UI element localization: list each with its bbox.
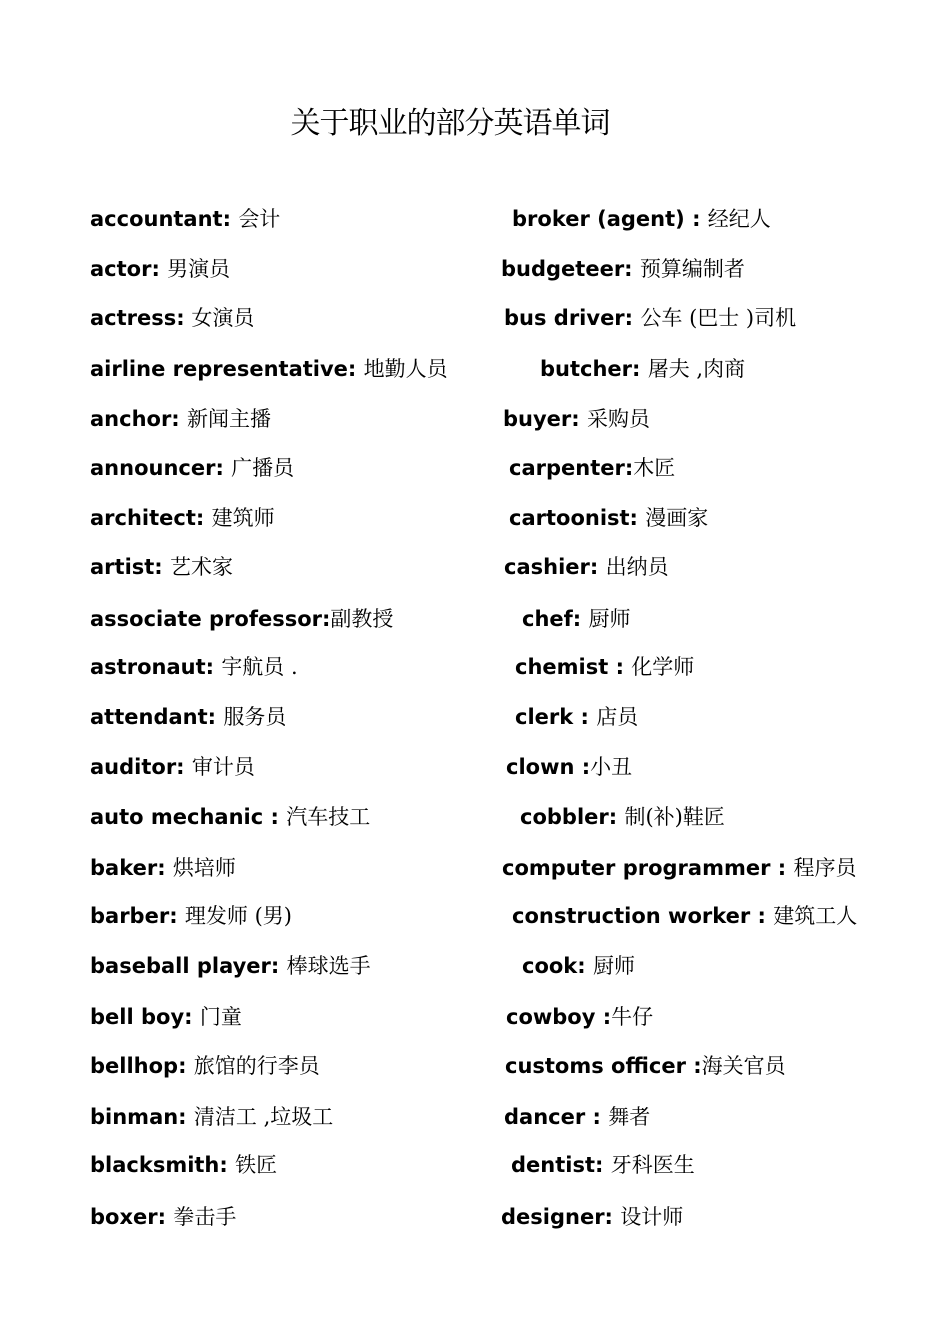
vocab-meaning: 厨师	[592, 954, 635, 978]
vocab-entry-right	[511, 1151, 695, 1179]
vocab-meaning: 副教授	[330, 607, 394, 631]
vocab-entry-right	[502, 854, 856, 882]
vocab-term: astronaut:	[90, 655, 222, 679]
vocab-term: attendant:	[90, 705, 224, 729]
vocab-meaning: 经纪人	[707, 207, 771, 231]
vocab-entry-right	[506, 753, 632, 781]
vocab-meaning: 艺术家	[170, 555, 234, 579]
vocab-meaning: 出纳员	[605, 555, 669, 579]
vocab-meaning: 审计员	[191, 755, 255, 779]
vocab-term: customs officer :	[505, 1054, 702, 1078]
vocab-term: boxer:	[90, 1205, 174, 1229]
vocab-meaning: 牛仔	[611, 1005, 654, 1029]
vocab-term: cowboy :	[506, 1005, 612, 1029]
vocab-meaning: 厨师	[588, 607, 631, 631]
vocab-meaning: 木匠	[633, 456, 676, 480]
vocab-term: cobbler:	[520, 805, 625, 829]
page-title: 关于职业的部分英语单词	[290, 106, 610, 141]
vocab-term: auto mechanic :	[90, 805, 287, 829]
vocab-entry-right	[504, 304, 796, 332]
vocab-meaning: 地勤人员	[363, 357, 448, 381]
vocab-entry-left	[90, 902, 292, 930]
vocab-term: chemist :	[515, 655, 632, 679]
vocab-term: construction worker :	[512, 904, 774, 928]
vocab-term: carpenter:	[509, 456, 634, 480]
vocab-entry-right	[505, 1052, 786, 1080]
vocab-entry-left	[90, 205, 280, 233]
vocab-entry-right	[506, 1003, 653, 1031]
vocab-entry-left	[90, 504, 275, 532]
vocab-entry-left	[90, 1203, 236, 1231]
vocab-entry-left	[90, 753, 255, 781]
vocab-term: architect:	[90, 506, 212, 530]
vocab-term: broker (agent) :	[512, 207, 708, 231]
vocab-entry-right	[515, 653, 694, 681]
vocab-entry-right	[522, 952, 635, 980]
vocab-term: butcher:	[540, 357, 648, 381]
vocab-meaning: 清洁工 ,垃圾工	[193, 1105, 334, 1129]
vocab-entry-left	[90, 803, 370, 831]
vocab-entry-right	[503, 405, 650, 433]
vocab-meaning: 公车 (巴士 )司机	[640, 306, 797, 330]
vocab-term: associate professor:	[90, 607, 331, 631]
vocab-meaning: 屠夫 ,肉商	[647, 357, 746, 381]
vocab-meaning: 服务员	[223, 705, 287, 729]
vocab-meaning: 店员	[596, 705, 639, 729]
vocab-term: artist:	[90, 555, 171, 579]
vocab-entry-left	[90, 304, 254, 332]
vocab-term: computer programmer :	[502, 856, 794, 880]
vocab-term: actor:	[90, 257, 168, 281]
vocab-term: binman:	[90, 1105, 194, 1129]
vocab-term: barber:	[90, 904, 185, 928]
vocab-meaning: 采购员	[586, 407, 650, 431]
vocab-entry-left	[90, 703, 286, 731]
vocab-meaning: 漫画家	[645, 506, 709, 530]
vocab-term: auditor:	[90, 755, 192, 779]
vocab-term: baker:	[90, 856, 173, 880]
vocab-entry-left	[90, 355, 448, 383]
vocab-meaning: 预算编制者	[639, 257, 745, 281]
vocab-entry-left	[90, 1003, 242, 1031]
vocab-meaning: 小丑	[590, 755, 633, 779]
vocab-entry-left	[90, 255, 230, 283]
vocab-entry-left	[90, 405, 271, 433]
vocab-term: blacksmith:	[90, 1153, 236, 1177]
vocab-meaning: 海关官员	[701, 1054, 786, 1078]
vocab-entry-left	[90, 605, 393, 633]
vocab-entry-left	[90, 1052, 320, 1080]
vocab-entry-right	[509, 454, 675, 482]
vocab-entry-left	[90, 1151, 277, 1179]
vocab-meaning: 男演员	[167, 257, 231, 281]
vocab-meaning: 化学师	[631, 655, 695, 679]
vocab-entry-right	[515, 703, 638, 731]
vocab-meaning: 烘培师	[172, 856, 236, 880]
vocab-term: bell boy:	[90, 1005, 200, 1029]
vocab-term: chef:	[522, 607, 589, 631]
vocab-term: announcer:	[90, 456, 232, 480]
vocab-term: accountant:	[90, 207, 239, 231]
vocab-meaning: 建筑师	[211, 506, 275, 530]
vocab-term: dancer :	[504, 1105, 609, 1129]
vocab-meaning: 门童	[199, 1005, 242, 1029]
vocab-term: airline representative:	[90, 357, 364, 381]
vocab-meaning: 旅馆的行李员	[193, 1054, 320, 1078]
vocab-term: baseball player:	[90, 954, 287, 978]
vocab-meaning: 制(补)鞋匠	[624, 805, 725, 829]
vocab-term: actress:	[90, 306, 185, 330]
vocab-entry-right	[520, 803, 725, 831]
vocab-meaning: 汽车技工	[286, 805, 371, 829]
vocab-entry-right	[501, 255, 745, 283]
vocab-entry-right	[509, 504, 708, 532]
vocab-term: dentist:	[511, 1153, 611, 1177]
vocab-term: anchor:	[90, 407, 188, 431]
vocab-meaning: 女演员	[184, 306, 255, 330]
vocab-entry-right	[540, 355, 745, 383]
vocab-entry-right	[512, 902, 857, 930]
vocab-meaning: 新闻主播	[187, 407, 272, 431]
vocab-term: cashier:	[504, 555, 606, 579]
vocab-entry-right	[504, 1103, 650, 1131]
vocab-entry-left	[90, 952, 371, 980]
vocab-entry-right	[501, 1203, 683, 1231]
vocab-meaning: 设计师	[620, 1205, 684, 1229]
vocab-entry-left	[90, 854, 236, 882]
vocab-meaning: 宇航员 .	[221, 655, 298, 679]
vocab-meaning: 舞者	[608, 1105, 651, 1129]
vocab-meaning: 拳击手	[173, 1205, 237, 1229]
vocab-term: budgeteer:	[501, 257, 640, 281]
vocab-term: clown :	[506, 755, 591, 779]
vocab-entry-left	[90, 653, 298, 681]
vocab-entry-left	[90, 454, 294, 482]
vocab-entry-left	[90, 1103, 333, 1131]
vocab-term: bellhop:	[90, 1054, 194, 1078]
vocab-meaning: 铁匠	[235, 1153, 278, 1177]
vocab-entry-right	[522, 605, 631, 633]
vocab-term: buyer:	[503, 407, 587, 431]
vocab-entry-right	[504, 553, 669, 581]
vocab-term: cook:	[522, 954, 593, 978]
vocab-term: clerk :	[515, 705, 597, 729]
vocab-meaning: 建筑工人	[773, 904, 858, 928]
vocab-meaning: 会计	[238, 207, 281, 231]
vocab-meaning: 广播员	[231, 456, 295, 480]
vocab-entry-right	[512, 205, 771, 233]
vocab-meaning: 理发师 (男)	[184, 904, 292, 928]
vocab-meaning: 程序员	[793, 856, 857, 880]
vocab-term: designer:	[501, 1205, 621, 1229]
vocab-entry-left	[90, 553, 233, 581]
vocab-term: cartoonist:	[509, 506, 646, 530]
vocab-term: bus driver:	[504, 306, 641, 330]
vocab-meaning: 棒球选手	[286, 954, 371, 978]
vocab-meaning: 牙科医生	[610, 1153, 695, 1177]
